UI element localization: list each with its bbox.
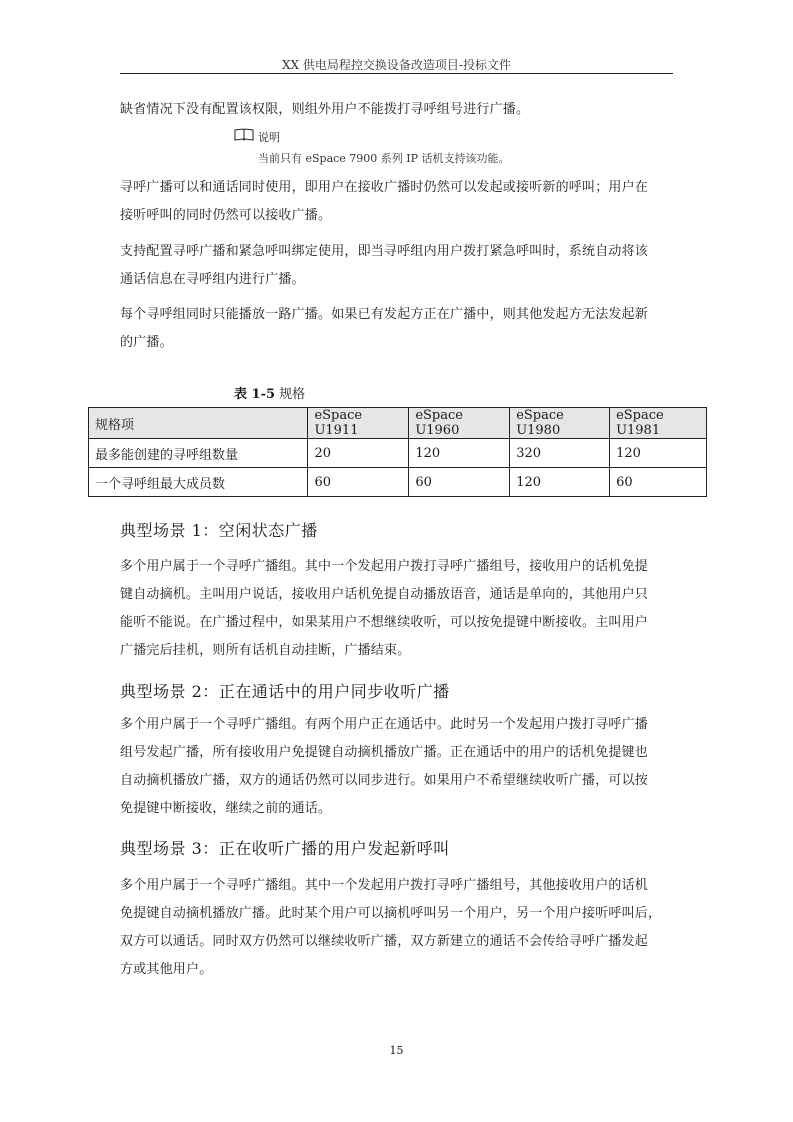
text-line: 自动摘机播放广播，双方的通话仍然可以同步进行。如果用户不希望继续收听广播，可以按 (120, 773, 649, 788)
text-line: 通话信息在寻呼组内进行广播。 (120, 272, 305, 287)
text-line: 广播完后挂机，则所有话机自动挂断，广播结束。 (120, 643, 411, 658)
paragraph (120, 174, 673, 230)
book-icon (234, 128, 254, 145)
paragraph (120, 301, 673, 357)
text-line: 免提键中断接收，继续之前的通话。 (120, 801, 332, 816)
table-caption (234, 383, 305, 402)
table-cell: 60 (308, 468, 409, 497)
text-line: 双方可以通话。同时双方仍然可以继续收听广播，双方新建立的通话不会传给寻呼广播发起 (120, 934, 649, 949)
note-text: 当前只有 eSpace 7900 系列 IP 话机支持该功能。 (258, 152, 510, 165)
table-cell: 一个寻呼组最大成员数 (89, 468, 308, 497)
table-cell: 120 (409, 439, 510, 468)
text-line: 能听不能说。在广播过程中，如果某用户不想继续收听，可以按免提键中断接收。主叫用户 (120, 615, 649, 630)
table-cell: 120 (510, 468, 610, 497)
text-line: 键自动摘机。主叫用户说话，接收用户话机免提自动播放语音，通话是单向的，其他用户只 (120, 587, 649, 602)
caption-title: 规格 (279, 387, 306, 402)
text-line: 多个用户属于一个寻呼广播组。其中一个发起用户拨打寻呼广播组号，其他接收用户的话机 (120, 878, 649, 893)
table-row (89, 439, 707, 468)
table-row (89, 468, 707, 497)
text-line: 多个用户属于一个寻呼广播组。其中一个发起用户拨打寻呼广播组号，接收用户的话机免提 (120, 559, 649, 574)
table-cell: 20 (308, 439, 409, 468)
note-heading (234, 128, 280, 145)
table-cell: 60 (610, 468, 707, 497)
header-cell: eSpace U1960 (409, 408, 510, 439)
scenario-3-body (120, 872, 673, 984)
text-line: 每个寻呼组同时只能播放一路广播。如果已有发起方正在广播中，则其他发起方无法发起新 (120, 307, 649, 322)
header-cell: eSpace U1980 (510, 408, 610, 439)
note-label: 说明 (258, 130, 280, 144)
text-line: 方或其他用户。 (120, 962, 213, 977)
page-number: 15 (389, 1044, 404, 1057)
table-cell: 最多能创建的寻呼组数量 (89, 439, 308, 468)
text-line: 免提键自动摘机播放广播。此时某个用户可以摘机呼叫另一个用户，另一个用户接听呼叫后， (120, 906, 662, 921)
spec-table (88, 407, 707, 497)
scenario-1-body (120, 553, 673, 665)
paragraph: 缺省情况下没有配置该权限，则组外用户不能拨打寻呼组号进行广播。 (120, 102, 530, 117)
table-header-row (89, 408, 707, 439)
paragraph (120, 238, 673, 294)
table-cell: 120 (610, 439, 707, 468)
text-line: 组号发起广播，所有接收用户免提键自动摘机播放广播。正在通话中的用户的话机免提键也 (120, 745, 649, 760)
page-header: XX 供电局程控交换设备改造项目-投标文件 (282, 58, 511, 72)
text-line: 的广播。 (120, 335, 173, 350)
scenario-1-title: 典型场景 1：空闲状态广播 (120, 521, 318, 540)
caption-number: 表 1-5 (234, 387, 276, 402)
header-cell: eSpace U1911 (308, 408, 409, 439)
scenario-2-title: 典型场景 2：正在通话中的用户同步收听广播 (120, 682, 450, 701)
header-rule (120, 73, 673, 74)
text-line: 寻呼广播可以和通话同时使用，即用户在接收广播时仍然可以发起或接听新的呼叫；用户在 (120, 180, 649, 195)
header-cell: eSpace U1981 (610, 408, 707, 439)
header-cell: 规格项 (89, 408, 308, 439)
scenario-2-body (120, 711, 673, 823)
table-cell: 60 (409, 468, 510, 497)
text-line: 多个用户属于一个寻呼广播组。有两个用户正在通话中。此时另一个发起用户拨打寻呼广播 (120, 717, 649, 732)
text-line: 支持配置寻呼广播和紧急呼叫绑定使用，即当寻呼组内用户拨打紧急呼叫时，系统自动将该 (120, 244, 649, 259)
text-line: 接听呼叫的同时仍然可以接收广播。 (120, 208, 332, 223)
scenario-3-title: 典型场景 3：正在收听广播的用户发起新呼叫 (120, 839, 450, 858)
table-cell: 320 (510, 439, 610, 468)
